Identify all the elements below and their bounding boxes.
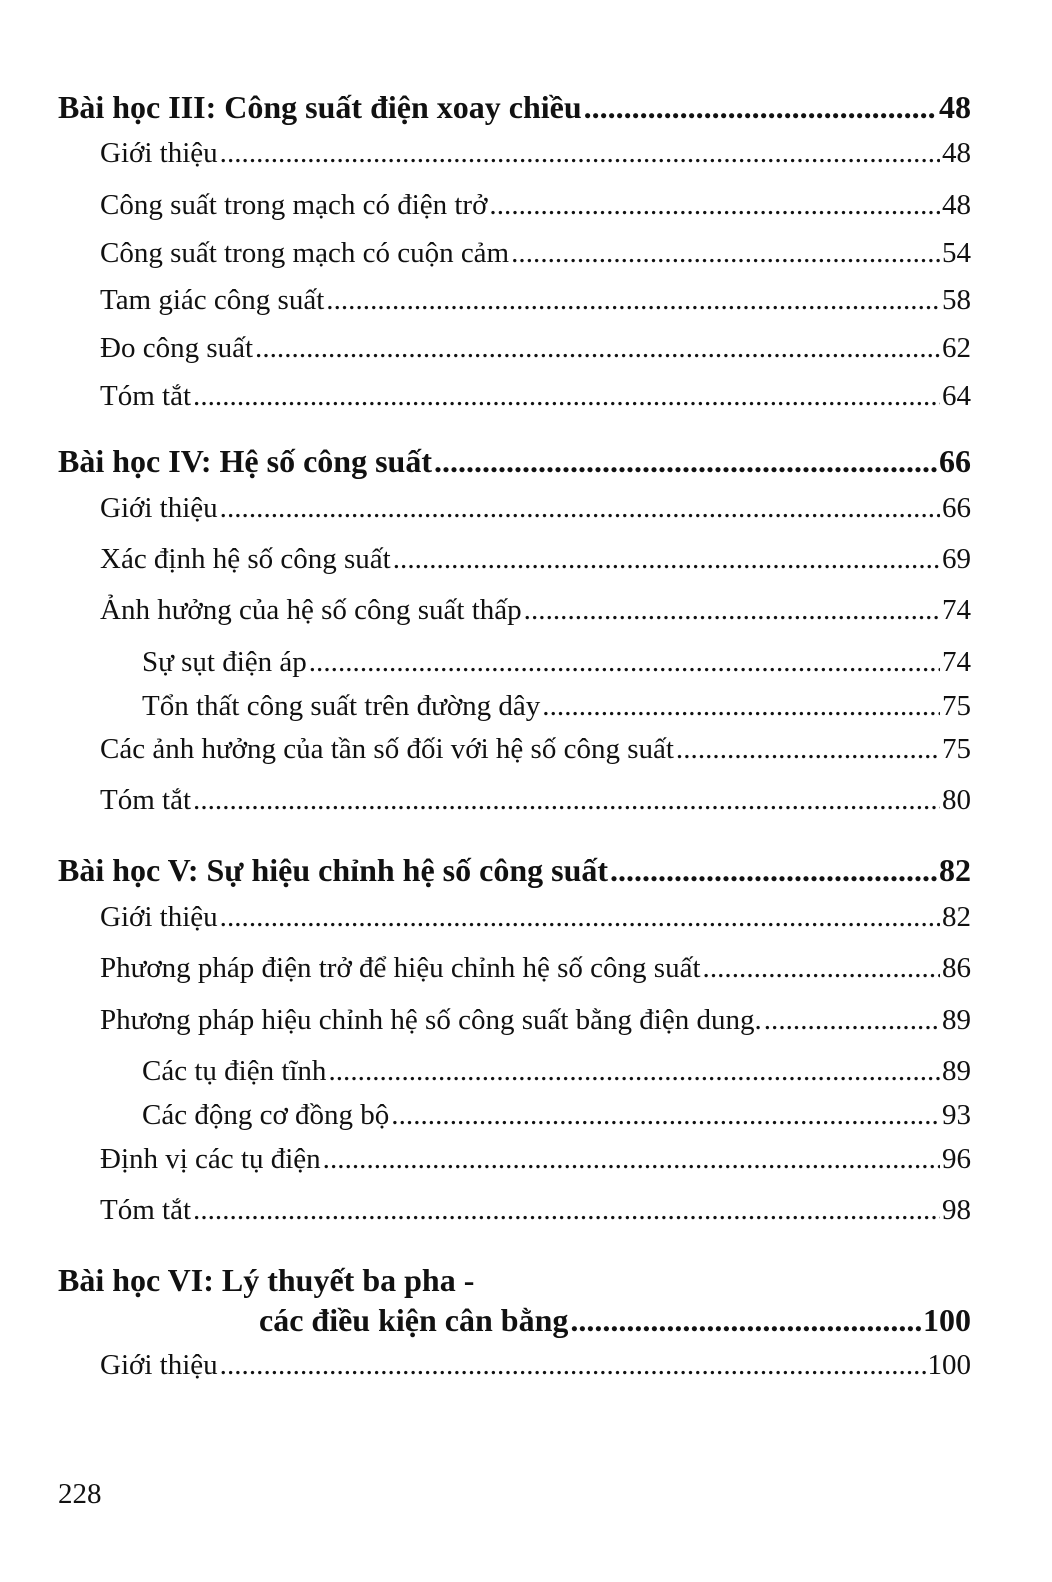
toc-page: 66 (939, 443, 971, 479)
dot-leader (220, 136, 940, 170)
toc-page: 96 (942, 1143, 971, 1175)
toc-entry[interactable] (100, 491, 971, 525)
toc-title: các điều kiện cân bằng (259, 1302, 569, 1338)
toc-page: 86 (942, 952, 971, 984)
toc-entry[interactable] (142, 1054, 971, 1088)
toc-entry[interactable] (100, 1142, 971, 1176)
toc-title: Phương pháp điện trở để hiệu chỉnh hệ số công suất (100, 952, 701, 984)
toc-title: Công suất trong mạch có cuộn cảm (100, 237, 510, 269)
toc-entry[interactable] (142, 1098, 971, 1132)
toc-page: 82 (939, 852, 971, 888)
dot-leader (220, 491, 940, 525)
toc-title: Bài học III: Công suất điện xoay chiều (58, 89, 582, 125)
dot-leader (511, 236, 940, 270)
dot-leader (524, 593, 940, 627)
toc-entry[interactable] (100, 593, 971, 627)
toc-title: Các động cơ đồng bộ (142, 1099, 390, 1131)
toc-title: Bài học V: Sự hiệu chỉnh hệ số công suất (58, 852, 609, 888)
toc-title: Định vị các tụ điện (100, 1143, 321, 1175)
dot-leader (434, 442, 937, 480)
toc-page: 58 (942, 284, 971, 316)
toc-entry[interactable] (100, 1348, 971, 1382)
toc-title: Tóm tắt (100, 784, 192, 816)
toc-page: 62 (942, 332, 971, 364)
dot-leader (193, 1193, 940, 1227)
dot-leader (193, 379, 940, 413)
toc-page: 89 (942, 1004, 971, 1036)
dot-leader (255, 331, 940, 365)
toc-heading[interactable] (58, 851, 971, 889)
toc-title: Tổn thất công suất trên đường dây (142, 690, 541, 722)
toc-title: Giới thiệu (100, 901, 218, 933)
dot-leader (391, 1098, 940, 1132)
toc-heading[interactable] (259, 1301, 971, 1339)
toc-entry[interactable] (100, 1003, 971, 1037)
toc-heading[interactable] (58, 88, 971, 126)
dot-leader (584, 88, 937, 126)
dot-leader (326, 283, 940, 317)
toc-entry[interactable] (100, 951, 971, 985)
dot-leader (764, 1003, 940, 1037)
toc-title: Các tụ điện tĩnh (142, 1055, 327, 1087)
toc-title: Công suất trong mạch có điện trở (100, 189, 488, 221)
page-number: 228 (58, 1478, 102, 1510)
toc-page: 75 (942, 690, 971, 722)
dot-leader (220, 900, 940, 934)
toc-page: 74 (942, 646, 971, 678)
toc-heading-line1 (58, 1261, 474, 1299)
dot-leader (610, 851, 937, 889)
toc-entry[interactable] (142, 645, 971, 679)
toc-entry[interactable] (100, 542, 971, 576)
toc-page: 100 (923, 1302, 971, 1338)
dot-leader (393, 542, 940, 576)
toc-page: 75 (942, 733, 971, 765)
toc-title: Giới thiệu (100, 137, 218, 169)
toc-entry[interactable] (100, 188, 971, 222)
dot-leader (323, 1142, 940, 1176)
dot-leader (703, 951, 940, 985)
dot-leader (220, 1348, 926, 1382)
toc-page: 98 (942, 1194, 971, 1226)
toc-title: Tóm tắt (100, 1194, 192, 1226)
toc-page: 74 (942, 594, 971, 626)
toc-entry[interactable] (100, 732, 971, 766)
toc-title: Xác định hệ số công suất (100, 543, 391, 575)
dot-leader (309, 645, 940, 679)
toc-title: Giới thiệu (100, 492, 218, 524)
toc-page: 48 (942, 137, 971, 169)
toc-entry[interactable] (100, 236, 971, 270)
toc-page: 100 (927, 1349, 971, 1381)
toc-entry[interactable] (100, 783, 971, 817)
toc-page: 66 (942, 492, 971, 524)
toc-page: 93 (942, 1099, 971, 1131)
toc-page: 82 (942, 901, 971, 933)
toc-heading[interactable] (58, 442, 971, 480)
toc-title: Bài học IV: Hệ số công suất (58, 443, 432, 479)
toc-page: 89 (942, 1055, 971, 1087)
toc-title: Phương pháp hiệu chỉnh hệ số công suất bằng điện dung. (100, 1004, 762, 1036)
dot-leader (676, 732, 940, 766)
toc-title: Tam giác công suất (100, 284, 325, 316)
toc-page: 64 (942, 380, 971, 412)
toc-title: Bài học VI: Lý thuyết ba pha - (58, 1262, 475, 1298)
toc-page: 80 (942, 784, 971, 816)
dot-leader (542, 689, 940, 723)
toc-entry[interactable] (100, 331, 971, 365)
toc-page: 48 (939, 89, 971, 125)
dot-leader (193, 783, 940, 817)
dot-leader (489, 188, 940, 222)
dot-leader (328, 1054, 940, 1088)
toc-page: 69 (942, 543, 971, 575)
toc-title: Các ảnh hưởng của tần số đối với hệ số công suất (100, 733, 674, 765)
toc-entry[interactable] (100, 283, 971, 317)
toc-entry[interactable] (100, 900, 971, 934)
dot-leader (570, 1301, 921, 1339)
toc-page: 48 (942, 189, 971, 221)
toc-entry[interactable] (100, 379, 971, 413)
toc-entry[interactable] (100, 136, 971, 170)
toc-page: 54 (942, 237, 971, 269)
toc-entry[interactable] (100, 1193, 971, 1227)
toc-title: Giới thiệu (100, 1349, 218, 1381)
toc-title: Tóm tắt (100, 380, 192, 412)
toc-title: Sự sụt điện áp (142, 646, 307, 678)
toc-title: Ảnh hưởng của hệ số công suất thấp (100, 594, 522, 626)
toc-entry[interactable] (142, 689, 971, 723)
toc-title: Đo công suất (100, 332, 254, 364)
